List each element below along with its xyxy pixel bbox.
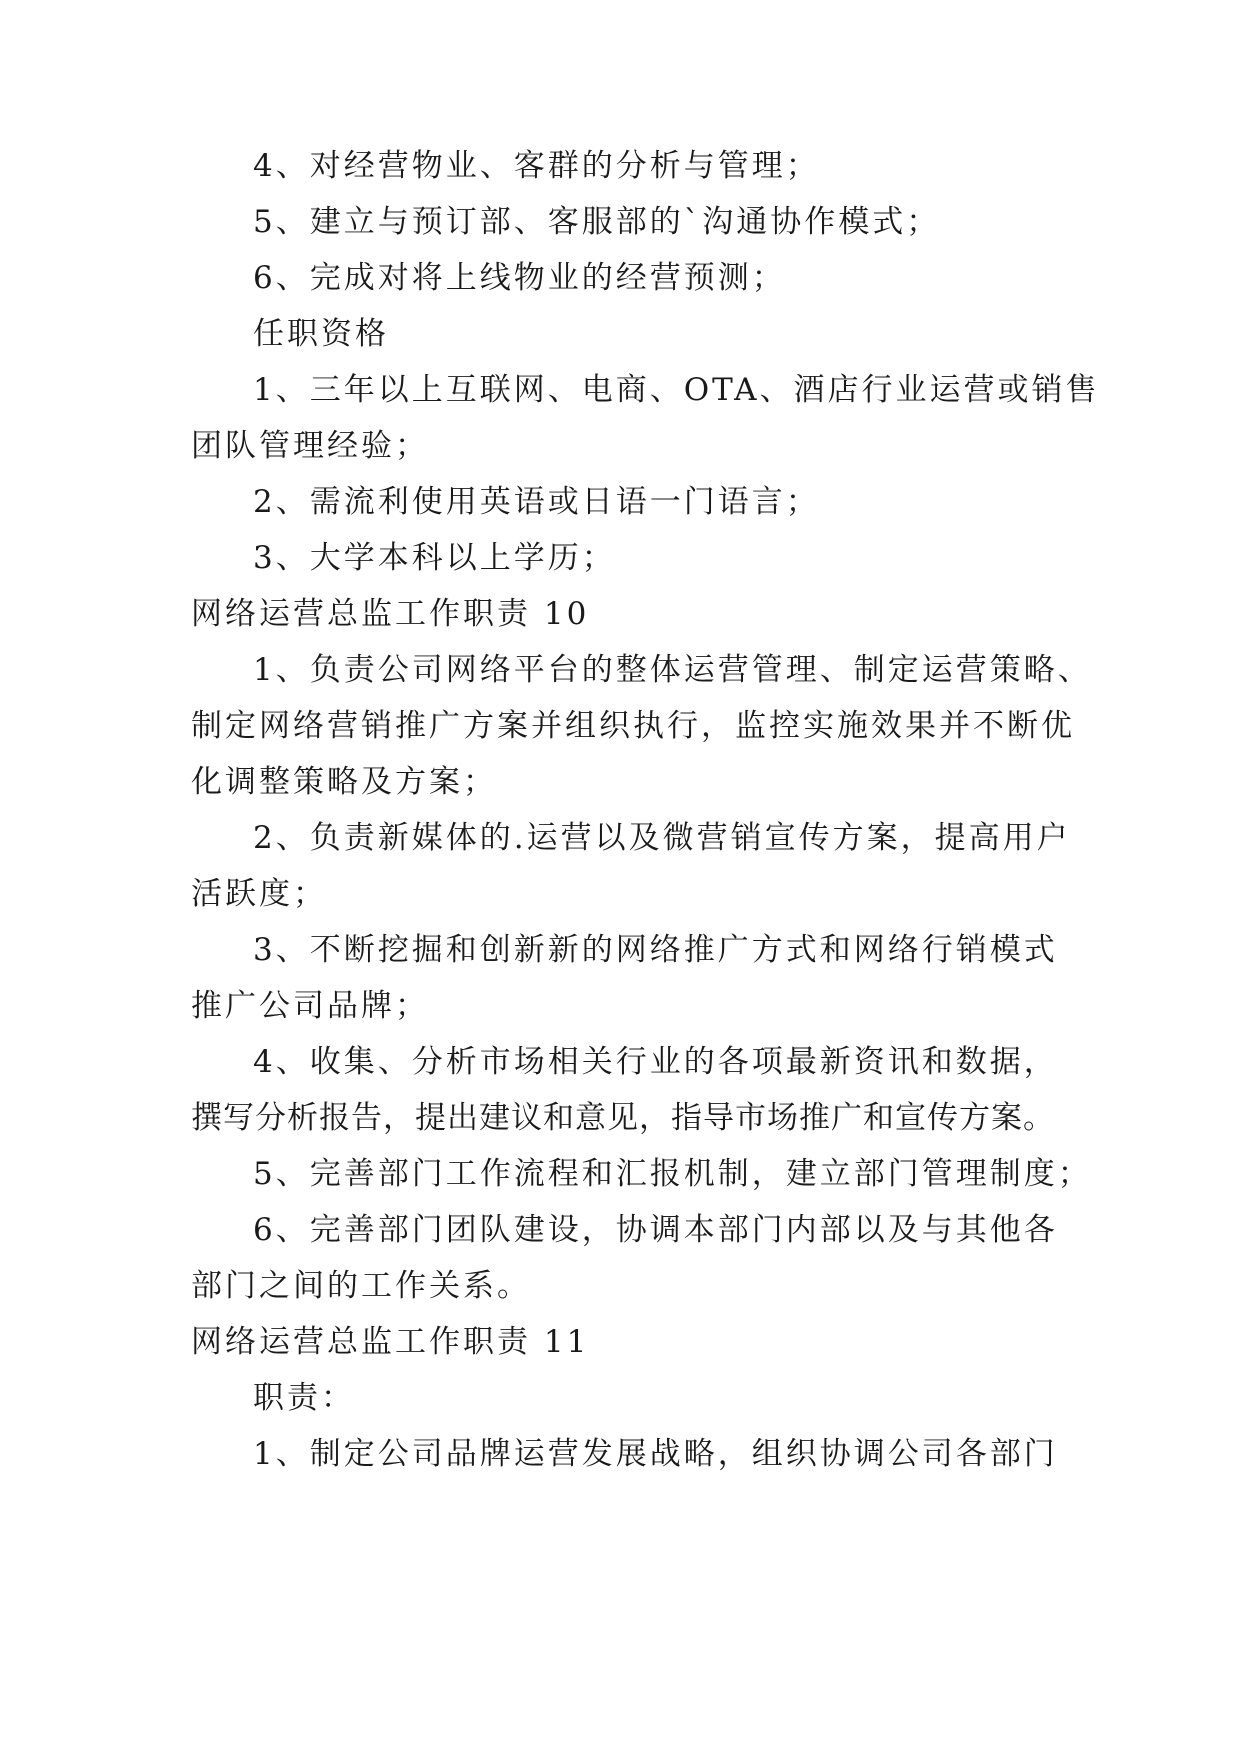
text-line: 5、建立与预订部、客服部的`沟通协作模式；: [253, 204, 941, 240]
text-line: 制定网络营销推广方案并组织执行，监控实施效果并不断优: [191, 708, 1075, 744]
text-line: 3、大学本科以上学历；: [253, 540, 616, 576]
text-line: 4、对经营物业、客群的分析与管理；: [253, 148, 820, 184]
text-line: 撰写分析报告，提出建议和意见，指导市场推广和宣传方案。: [191, 1100, 1055, 1136]
text-line: 1、负责公司网络平台的整体运营管理、制定运营策略、: [253, 652, 1092, 688]
text-line: 化调整策略及方案；: [191, 764, 497, 800]
text-line: 3、不断挖掘和创新新的网络推广方式和网络行销模式: [253, 932, 1058, 968]
text-line: 2、需流利使用英语或日语一门语言；: [253, 484, 820, 520]
text-line: 6、完成对将上线物业的经营预测；: [253, 260, 786, 296]
section-heading: 任职资格: [253, 316, 389, 352]
text-line: 1、三年以上互联网、电商、OTA、酒店行业运营或销售: [253, 372, 1100, 408]
section-heading: 职责：: [253, 1380, 355, 1416]
text-line: 部门之间的工作关系。: [191, 1268, 531, 1304]
text-line: 1、制定公司品牌运营发展战略，组织协调公司各部门: [253, 1436, 1058, 1472]
text-line: 4、收集、分析市场相关行业的各项最新资讯和数据，: [253, 1044, 1058, 1080]
text-line: 2、负责新媒体的.运营以及微营销宣传方案，提高用户: [253, 820, 1071, 856]
text-line: 推广公司品牌；: [191, 988, 429, 1024]
text-line: 6、完善部门团队建设，协调本部门内部以及与其他各: [253, 1212, 1058, 1248]
section-title: 网络运营总监工作职责 10: [191, 596, 590, 632]
text-line: 团队管理经验；: [191, 428, 429, 464]
section-title: 网络运营总监工作职责 11: [191, 1324, 590, 1360]
text-line: 5、完善部门工作流程和汇报机制，建立部门管理制度；: [253, 1156, 1092, 1192]
text-line: 活跃度；: [191, 876, 327, 912]
